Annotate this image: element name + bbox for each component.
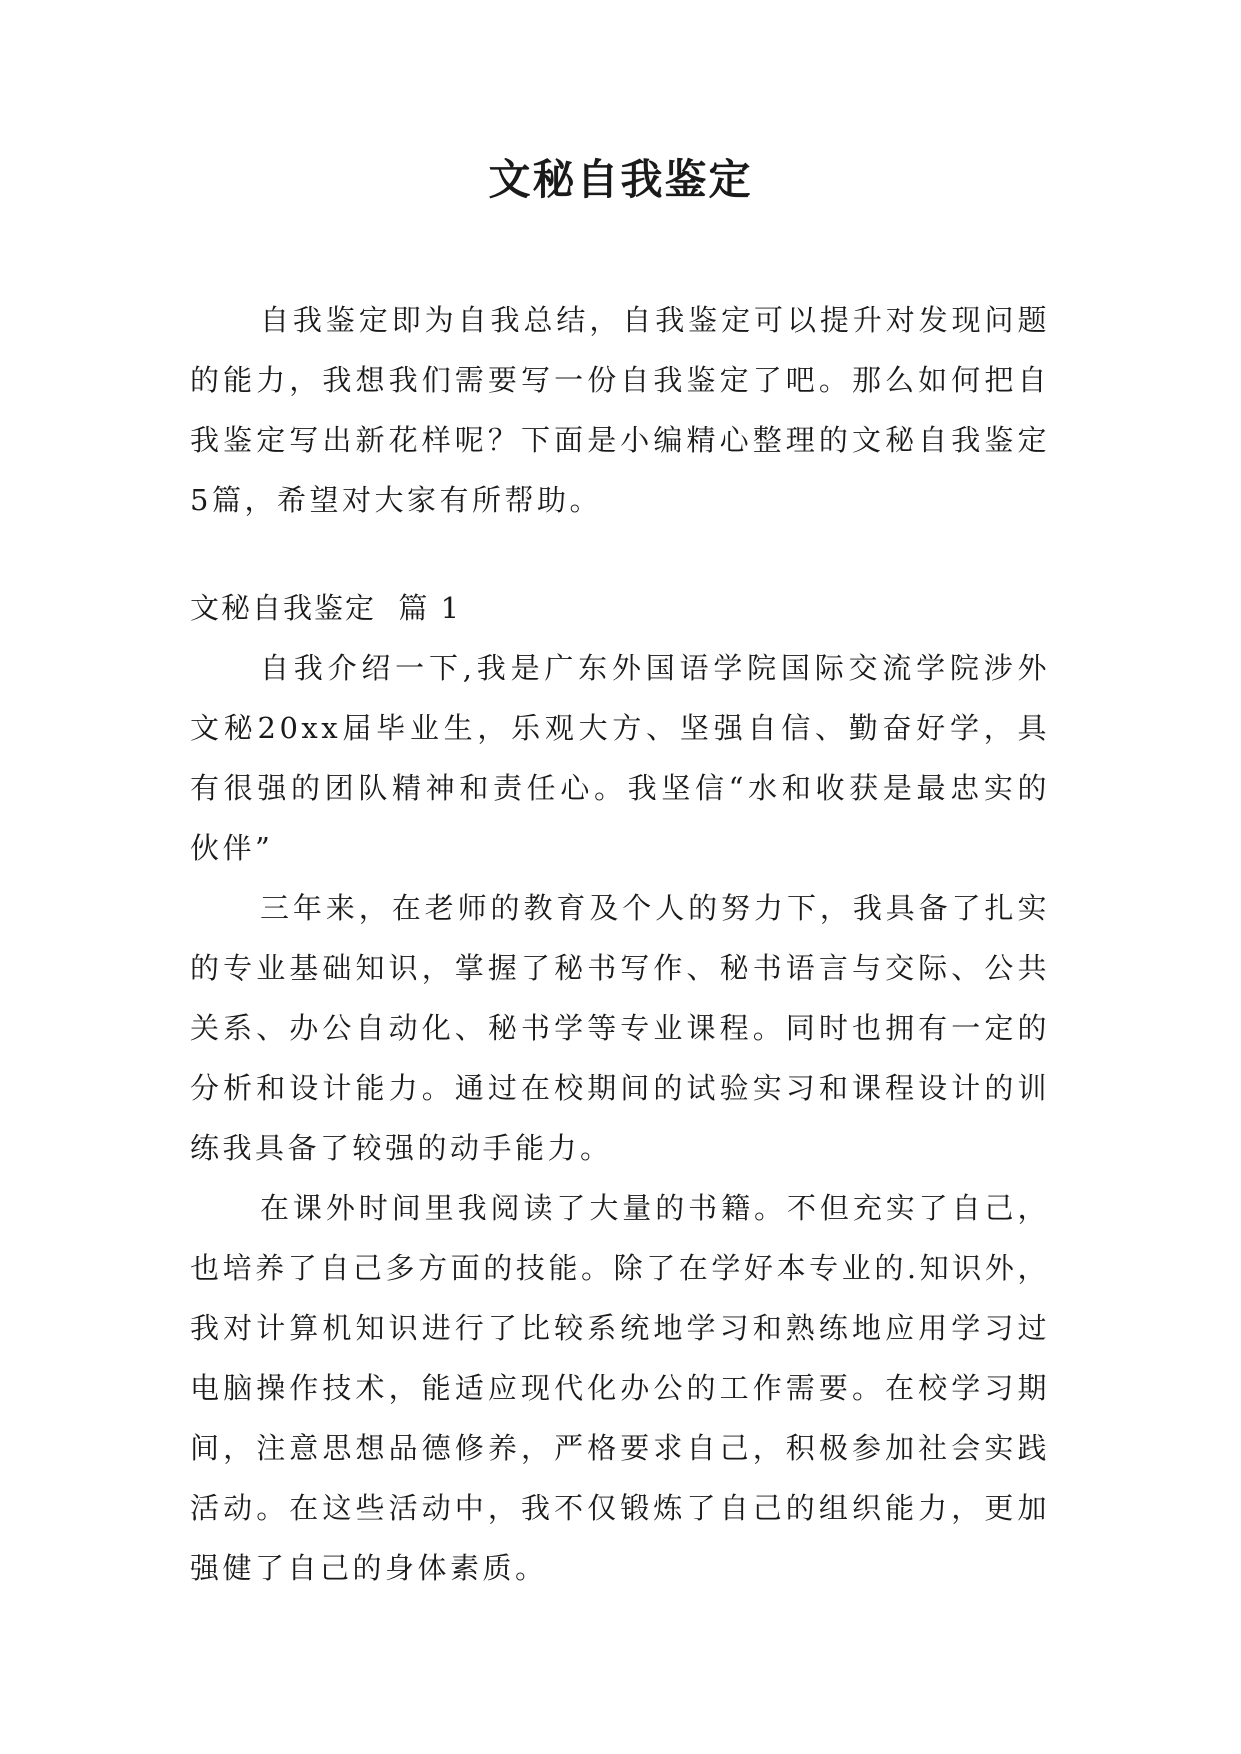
section-heading: 文秘自我鉴定 篇 1 <box>190 591 462 625</box>
body-paragraph: 三年来，在老师的教育及个人的努力下，我具备了扎实的专业基础知识，掌握了秘书写作、秘书语言与交际、公共关系、办公自动化、秘书学等专业课程。同时也拥有一定的分析和设计能力。通过在校期间的试验实习和课程设计的训练我具备了较强的动手能力。 <box>190 891 1050 1165</box>
body-paragraph: 在课外时间里我阅读了大量的书籍。不但充实了自己，也培养了自己多方面的技能。除了在学好本专业的.知识外，我对计算机知识进行了比较系统地学习和熟练地应用学习过电脑操作技术，能适应现代化办公的工作需要。在校学习期间，注意思想品德修养，严格要求自己，积极参加社会实践活动。在这些活动中，我不仅锻炼了自己的组织能力，更加强健了自己的身体素质。 <box>190 1191 1050 1585</box>
section-body <box>190 638 1050 1598</box>
document-title: 文秘自我鉴定 <box>488 155 753 204</box>
intro-paragraph: 自我鉴定即为自我总结，自我鉴定可以提升对发现问题的能力，我想我们需要写一份自我鉴定了吧。那么如何把自我鉴定写出新花样呢？下面是小编精心整理的文秘自我鉴定5篇，希望对大家有所帮助。 <box>190 303 1050 517</box>
intro-section <box>190 290 1050 530</box>
body-paragraph: 自我介绍一下,我是广东外国语学院国际交流学院涉外文秘20xx届毕业生，乐观大方、坚强自信、勤奋好学，具有很强的团队精神和责任心。我坚信“水和收获是最忠实的伙伴” <box>190 651 1050 865</box>
